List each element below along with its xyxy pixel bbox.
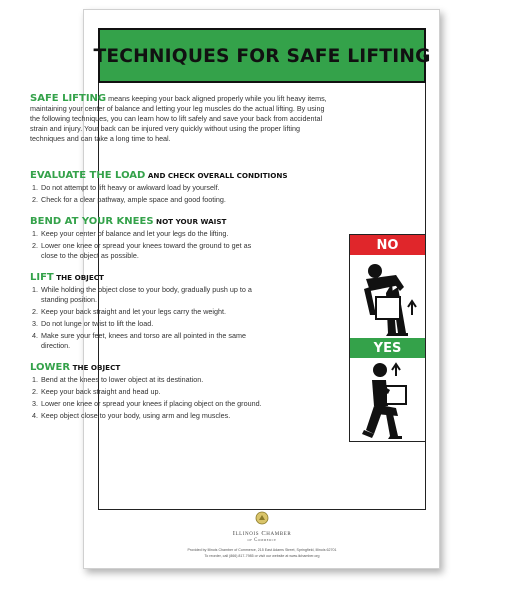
section-lift xyxy=(30,272,333,351)
step-list xyxy=(30,375,265,421)
list-item: 4. Make sure your feet, knees and torso are all pointed in the same direction. xyxy=(40,331,265,351)
section-heading xyxy=(30,170,333,181)
section-subtitle: THE OBJECT xyxy=(70,363,121,372)
poster-content xyxy=(30,94,333,432)
intro-paragraph xyxy=(30,94,333,144)
poster-title: TECHNIQUES FOR SAFE LIFTING xyxy=(93,44,431,67)
chamber-subtitle: of Commerce xyxy=(247,538,277,543)
section-title: LOWER xyxy=(30,362,71,373)
intro-lead: SAFE LIFTING xyxy=(30,93,107,104)
footer-reorder: To reorder, call (866) 817-7985 or visit our website at www.ilchamber.org xyxy=(204,553,320,558)
section-subtitle: AND CHECK OVERALL CONDITIONS xyxy=(145,171,288,180)
section-subtitle: NOT YOUR WAIST xyxy=(153,217,227,226)
step-list xyxy=(30,285,265,351)
wrong-lift-pictogram xyxy=(352,257,424,337)
correct-lift-pictogram xyxy=(352,360,424,440)
section-title: LIFT xyxy=(30,272,54,283)
yes-label: YES xyxy=(373,340,402,356)
section-heading xyxy=(30,362,333,373)
title-banner xyxy=(93,28,431,83)
section-title: BEND AT YOUR KNEES xyxy=(30,216,154,227)
list-item: 3. Lower one knee or spread your knees if placing object on the ground. xyxy=(40,399,265,409)
section-lower xyxy=(30,362,333,421)
no-label: NO xyxy=(376,237,399,253)
person-lifting-with-knees-icon xyxy=(350,358,425,441)
section-bend xyxy=(30,216,333,261)
list-item: 2. Check for a clear pathway, ample space and good footing. xyxy=(40,195,333,205)
step-list xyxy=(30,229,265,261)
list-item: 2. Keep your back straight and head up. xyxy=(40,387,265,397)
list-item: 1. Keep your center of balance and let your legs do the lifting. xyxy=(40,229,265,239)
yes-label-bar xyxy=(350,338,425,358)
list-item: 2. Keep your back straight and let your legs carry the weight. xyxy=(40,307,265,317)
step-list xyxy=(30,183,333,205)
list-item: 1. Do not attempt to lift heavy or awkward load by yourself. xyxy=(40,183,333,193)
intro-body: means keeping your back aligned properly while you lift heavy items, maintaining your center of balance and letting your leg muscles do the actual lifting. By using the following techniques, you can learn how to lift safely and save your back from accidental strain and injury. Your back can be injured very quickly without using the proper lifting techniques and can take a long time to heal. xyxy=(30,94,327,143)
section-heading xyxy=(30,216,333,227)
list-item: 4. Keep object close to your body, using arm and leg muscles. xyxy=(40,411,265,421)
person-bending-at-waist-icon xyxy=(350,255,425,338)
no-label-bar xyxy=(350,235,425,255)
section-heading xyxy=(30,272,333,283)
section-subtitle: THE OBJECT xyxy=(53,273,104,282)
list-item: 2. Lower one knee or spread your knees toward the ground to get as close to the object as possible. xyxy=(40,241,265,261)
list-item: 1. Bend at the knees to lower object at its destination. xyxy=(40,375,265,385)
footer-address: Provided by Illinois Chamber of Commerce, 215 East Adams Street, Springfield, Illinois 62701 xyxy=(187,548,337,552)
chamber-name: Illinois Chamber xyxy=(232,530,292,537)
no-yes-sign xyxy=(349,234,426,442)
chamber-seal-icon xyxy=(255,511,269,525)
list-item: 3. Do not lunge or twist to lift the load. xyxy=(40,319,265,329)
section-title: EVALUATE THE LOAD xyxy=(30,170,146,181)
poster-footer xyxy=(98,510,426,559)
section-evaluate xyxy=(30,170,333,205)
list-item: 1. While holding the object close to your body, gradually push up to a standing position. xyxy=(40,285,265,305)
